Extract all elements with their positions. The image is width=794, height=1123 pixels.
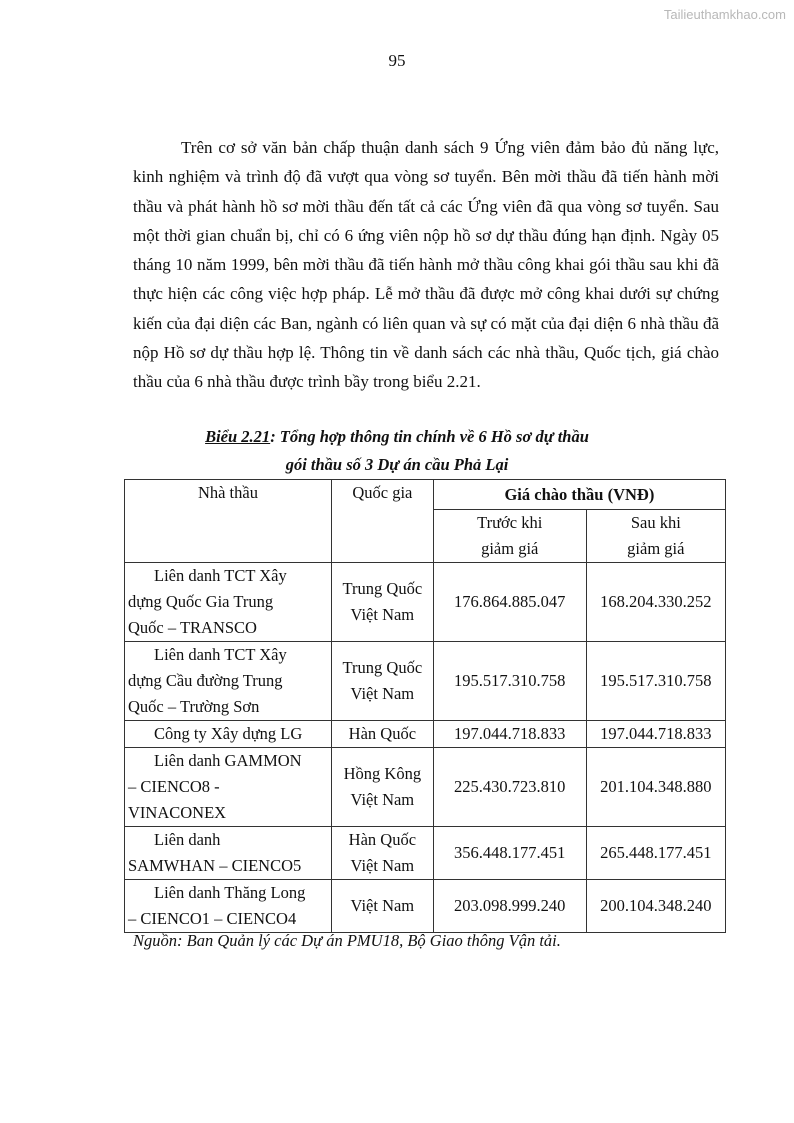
body-paragraph: [133, 133, 719, 397]
table-caption-title: : Tổng hợp thông tin chính về 6 Hồ sơ dự thầu: [270, 427, 589, 446]
country-line: Hàn Quốc: [348, 724, 417, 743]
bids-table: [124, 479, 726, 933]
header-before-line2: giảm giá: [481, 539, 539, 558]
contractor-line: VINACONEX: [128, 803, 227, 822]
contractor-line: – CIENCO1 – CIENCO4: [128, 909, 297, 928]
cell-contractor: [125, 827, 332, 880]
contractor-line: – CIENCO8 -: [128, 777, 220, 796]
header-country: Quốc gia: [331, 480, 433, 563]
cell-country: [331, 827, 433, 880]
body-paragraph-text: Trên cơ sở văn bản chấp thuận danh sách 9 Ứng viên đảm bảo đủ năng lực, kinh nghiệm và trình độ đã vượt qua vòng sơ tuyển. Bên mời thầu đã tiến hành mời thầu và phát hành hồ sơ mời thầu đến tất cả các Ứng viên đã qua vòng sơ tuyển. Sau một thời gian chuẩn bị, chỉ có 6 ứng viên nộp hồ sơ dự thầu đúng hạn định. Ngày 05 tháng 10 năm 1999, bên mời thầu đã tiến hành mở thầu công khai gói thầu sau khi đã thực hiện các công việc hợp pháp. Lễ mở thầu đã được mở công khai dưới sự chứng kiến của đại diện các Ban, ngành có liên quan và sự có mặt của đại diện 6 nhà thầu đã nộp Hồ sơ dự thầu hợp lệ. Thông tin về danh sách các nhà thầu, Quốc tịch, giá chào thầu của 6 nhà thầu được trình bầy trong biểu 2.21.: [133, 138, 719, 392]
cell-contractor: [125, 563, 332, 642]
cell-contractor: [125, 880, 332, 933]
page-number: 95: [388, 51, 406, 70]
table-row: [125, 721, 726, 748]
cell-price-after: 195.517.310.758: [586, 642, 725, 721]
cell-contractor: [125, 721, 332, 748]
header-contractor: Nhà thầu: [125, 480, 332, 563]
contractor-line: Quốc – Trường Sơn: [128, 697, 260, 716]
country-line: Việt Nam: [350, 856, 415, 875]
contractor-line: Liên danh TCT Xây: [154, 645, 287, 664]
country-line: Trung Quốc: [342, 658, 423, 677]
cell-price-before: 195.517.310.758: [433, 642, 586, 721]
cell-country: [331, 721, 433, 748]
cell-price-before: 356.448.177.451: [433, 827, 586, 880]
header-after-line2: giảm giá: [627, 539, 685, 558]
header-before-discount: [433, 510, 586, 563]
contractor-line: Liên danh GAMMON: [154, 751, 302, 770]
table-caption-label: Biểu 2.21: [205, 427, 271, 446]
cell-price-before: 203.098.999.240: [433, 880, 586, 933]
table-row: [125, 748, 726, 827]
cell-contractor: [125, 642, 332, 721]
cell-country: [331, 880, 433, 933]
table-row: [125, 827, 726, 880]
table-caption-line1: [0, 427, 794, 447]
bids-table-body: [125, 563, 726, 933]
header-after-discount: [586, 510, 725, 563]
header-price: Giá chào thầu (VNĐ): [433, 480, 725, 510]
table-row: [125, 642, 726, 721]
header-before-line1: Trước khi: [477, 513, 543, 532]
cell-price-after: 201.104.348.880: [586, 748, 725, 827]
contractor-line: Liên danh Thăng Long: [154, 883, 306, 902]
cell-price-before: 176.864.885.047: [433, 563, 586, 642]
cell-price-before: 225.430.723.810: [433, 748, 586, 827]
contractor-line: Liên danh: [154, 830, 221, 849]
cell-price-after: 168.204.330.252: [586, 563, 725, 642]
cell-price-after: 265.448.177.451: [586, 827, 725, 880]
cell-price-after: 200.104.348.240: [586, 880, 725, 933]
header-after-line1: Sau khi: [630, 513, 681, 532]
cell-contractor: [125, 748, 332, 827]
country-line: Việt Nam: [350, 896, 415, 915]
country-line: Việt Nam: [350, 684, 415, 703]
contractor-line: SAMWHAN – CIENCO5: [128, 856, 302, 875]
contractor-line: dựng Quốc Gia Trung: [128, 592, 274, 611]
cell-country: [331, 642, 433, 721]
table-caption-line2: gói thầu số 3 Dự án cầu Phả Lại: [285, 455, 509, 474]
cell-price-after: 197.044.718.833: [586, 721, 725, 748]
table-row: [125, 880, 726, 933]
country-line: Trung Quốc: [342, 579, 423, 598]
cell-price-before: 197.044.718.833: [433, 721, 586, 748]
country-line: Việt Nam: [350, 790, 415, 809]
country-line: Hàn Quốc: [348, 830, 417, 849]
contractor-line: Quốc – TRANSCO: [128, 618, 257, 637]
contractor-line: Công ty Xây dựng LG: [154, 724, 303, 743]
contractor-line: Liên danh TCT Xây: [154, 566, 287, 585]
cell-country: [331, 563, 433, 642]
contractor-line: dựng Cầu đường Trung: [128, 671, 283, 690]
table-row: [125, 563, 726, 642]
country-line: Hồng Kông: [343, 764, 422, 783]
source-note: Nguồn: Ban Quản lý các Dự án PMU18, Bộ Giao thông Vận tải.: [133, 931, 561, 950]
cell-country: [331, 748, 433, 827]
country-line: Việt Nam: [350, 605, 415, 624]
watermark: Tailieuthamkhao.com: [663, 7, 786, 22]
